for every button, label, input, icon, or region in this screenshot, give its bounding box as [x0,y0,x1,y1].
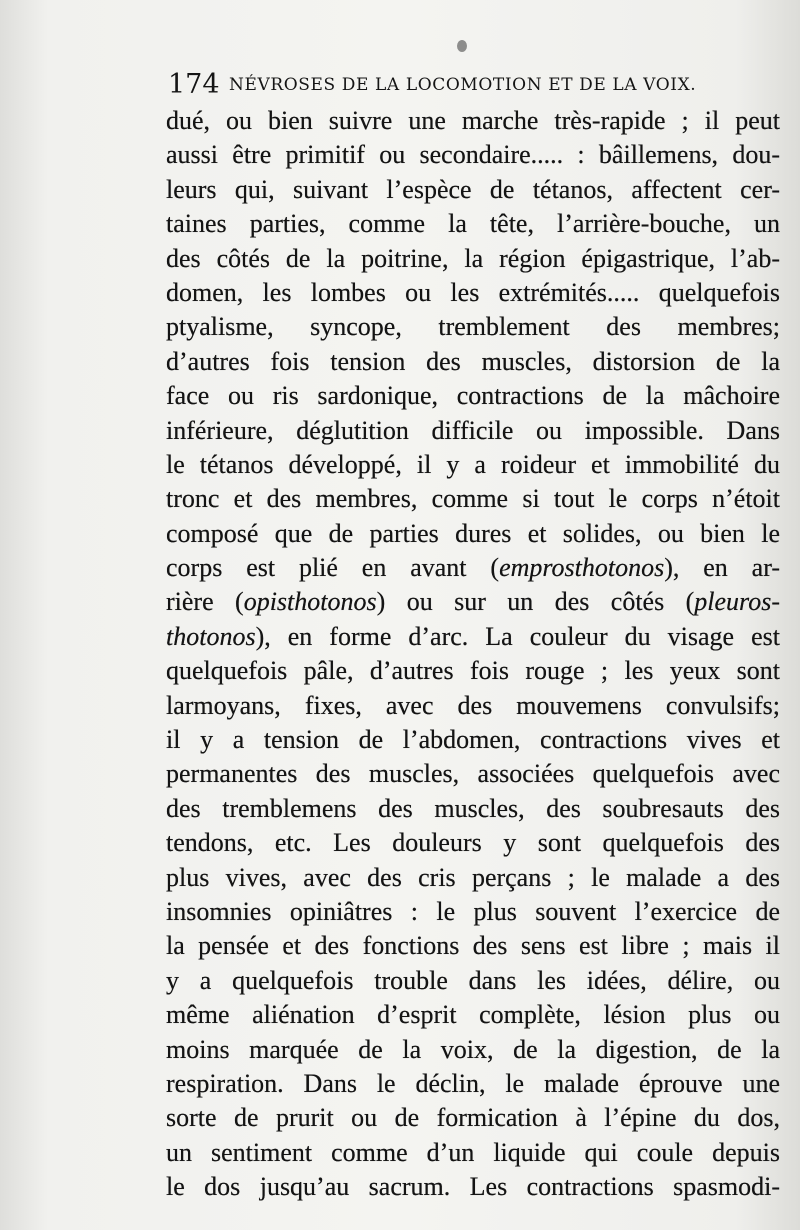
text-line: respiration. Dans le déclin, le malade éprouve une [166,1068,780,1098]
text-line: larmoyans, fixes, avec des mouvemens convulsifs; [166,690,780,720]
text-line: plus vives, avec des cris perçans ; le malade a des [166,862,780,892]
text-line: il y a tension de l’abdomen, contractions vives et [166,725,780,755]
text-line: moins marquée de la voix, de la digestion, de la [166,1034,780,1064]
text-line: y a quelquefois trouble dans les idées, délire, ou [166,965,780,995]
body-text [166,104,780,1205]
text-line: composé que de parties dures et solides, ou bien le [166,518,780,548]
text-line: tendons, etc. Les douleurs y sont quelquefois des [166,828,780,858]
text-line: sorte de prurit ou de formication à l’épine du dos, [166,1103,780,1133]
text-line: d’autres fois tension des muscles, distorsion de la [166,346,780,376]
text-line: le dos jusqu’au sacrum. Les contractions spasmodi- [166,1172,780,1202]
running-head: NÉVROSES DE LA LOCOMOTION ET DE LA VOIX. [229,75,697,95]
text-line: thotonos), en forme d’arc. La couleur du visage est [166,621,780,651]
text-line: tronc et des membres, comme si tout le corps n’étoit [166,484,780,514]
text-line: face ou ris sardonique, contractions de la mâchoire [166,381,780,411]
text-line: inférieure, déglutition difficile ou impossible. Dans [166,415,780,445]
text-line: permanentes des muscles, associées quelquefois avec [166,759,780,789]
page-header [168,68,778,108]
ink-spot [457,40,467,52]
text-line: dué, ou bien suivre une marche très-rapide ; il peut [166,106,780,135]
text-line: des côtés de la poitrine, la région épigastrique, l’ab- [166,243,780,273]
text-line: ptyalisme, syncope, tremblement des membres; [166,312,780,342]
page-number: 174 [168,69,220,100]
text-line: aussi être primitif ou secondaire..... : bâillemens, dou- [166,140,780,170]
text-line: le tétanos développé, il y a roideur et immobilité du [166,449,780,479]
text-line: taines parties, comme la tête, l’arrière-bouche, un [166,209,780,239]
text-line: des tremblemens des muscles, des soubresauts des [166,793,780,823]
text-line: domen, les lombes ou les extrémités..... quelquefois [166,277,780,307]
text-line: même aliénation d’esprit complète, lésion plus ou [166,1000,780,1030]
text-line: leurs qui, suivant l’espèce de tétanos, affectent cer- [166,174,780,204]
text-line: rière (opisthotonos) ou sur un des côtés (pleuros- [166,587,780,617]
text-line: quelquefois pâle, d’autres fois rouge ; les yeux sont [166,656,780,686]
text-line: corps est plié en avant (emprosthotonos), en ar- [166,553,780,583]
text-line: insomnies opiniâtres : le plus souvent l’exercice de [166,896,780,926]
text-line: un sentiment comme d’un liquide qui coule depuis [166,1137,780,1167]
text-line: la pensée et des fonctions des sens est libre ; mais il [166,931,780,961]
